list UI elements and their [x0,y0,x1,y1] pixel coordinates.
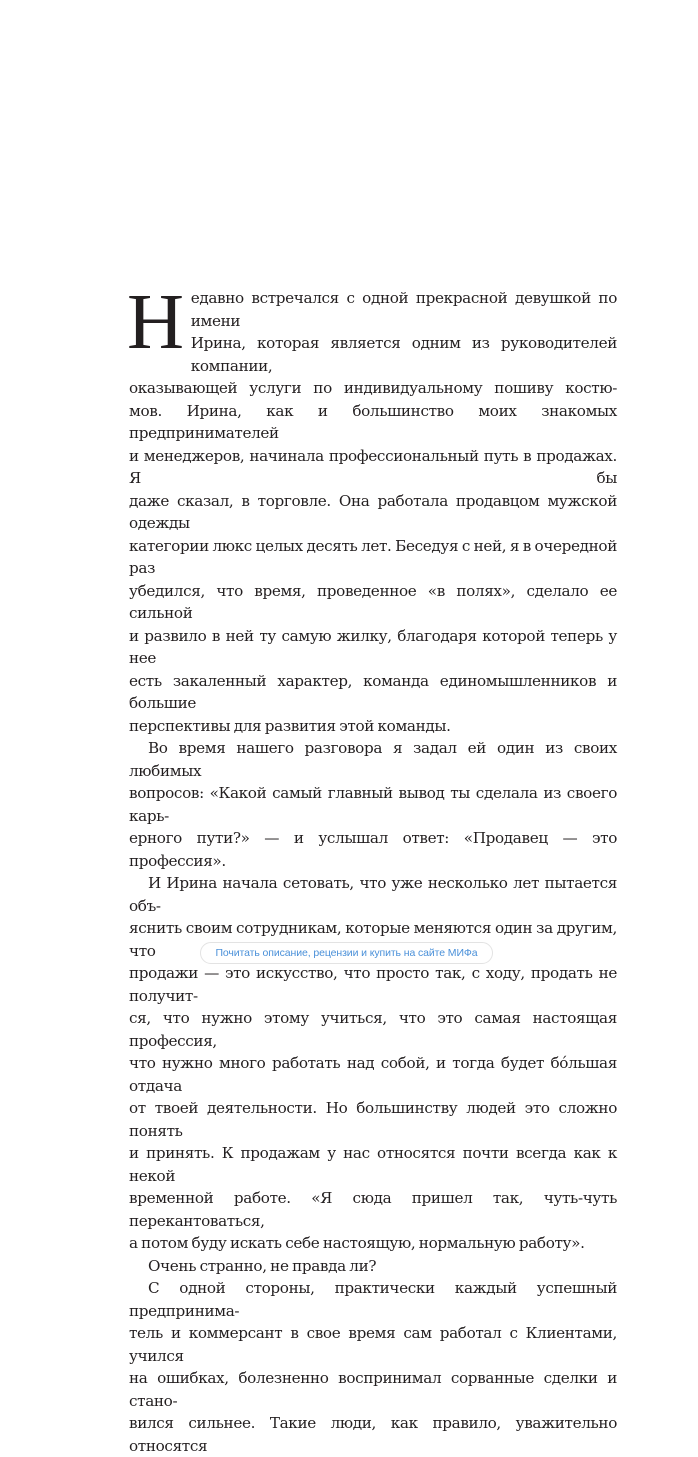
page-body [127,279,617,1457]
text-line: Ирина, которая является одним из руководителей компании, [190,334,617,375]
paragraph-1 [127,279,617,737]
text-line: И Ирина начала сетовать, что уже несколько лет пытается объ- [129,874,617,915]
paragraph-3 [129,872,617,1255]
text-line: категории люкс целых десять лет. Беседуя с ней, я в очередной раз [129,536,617,577]
text-line: от твоей деятельности. Но большинству людей это сложно понять [129,1099,617,1140]
text-line: тель и коммерсант в свое время сам работал с Клиентами, учился [129,1324,617,1365]
text-line: временной работе. «Я сюда пришел так, чуть-чуть перекантоваться, [129,1189,617,1230]
text-line: Во время нашего разговора я задал ей один из своих любимых [129,739,617,780]
text-line: и менеджеров, начинала профессиональный путь в продажах. Я бы [129,446,617,487]
paragraph-5 [129,1277,617,1457]
text-line: вопросов: «Какой самый главный вывод ты сделала из своего карь- [129,784,617,825]
text-line: ся, что нужно этому учиться, что это самая настоящая профессия, [129,1009,617,1050]
text-line: убедился, что время, проведенное «в полях», сделало ее сильной [129,581,617,622]
text-line: Очень странно, не правда ли? [148,1256,377,1275]
text-line: оказывающей услуги по индивидуальному пошиву костю- [129,379,617,397]
paragraph-4 [129,1255,617,1278]
text-line: перспективы для развития этой команды. [129,716,451,735]
buy-link[interactable]: Почитать описание, рецензии и купить на сайте МИФа [200,942,493,964]
text-line: яснить своим сотрудникам, которые меняются один за другим, что [129,919,617,960]
text-line: что нужно много работать над собой, и тогда будет бо́льшая отдача [129,1054,617,1095]
text-line: вился сильнее. Такие люди, как правило, уважительно относятся [129,1414,617,1455]
paragraph-2 [129,737,617,872]
text-line: на ошибках, болезненно воспринимал сорванные сделки и стано- [129,1369,617,1410]
text-line: едавно встречался с одной прекрасной девушкой по имени [190,289,617,330]
text-line: и развило в ней ту самую жилку, благодаря которой теперь у нее [129,626,617,667]
text-line: мов. Ирина, как и большинство моих знакомых предпринимателей [129,401,617,442]
text-line: и принять. К продажам у нас относятся почти всегда как к некой [129,1144,617,1185]
text-line: С одной стороны, практически каждый успешный предпринима- [129,1279,617,1320]
text-line: есть закаленный характер, команда единомышленников и большие [129,671,617,712]
text-line: ерного пути?» — и услышал ответ: «Продавец — это профессия». [129,829,617,870]
text-line: даже сказал, в торговле. Она работала продавцом мужской одежды [129,491,617,532]
drop-cap: Н [127,279,184,366]
text-line: продажи — это искусство, что просто так, с ходу, продать не получит- [129,964,617,1005]
text-line: а потом буду искать себе настоящую, нормальную работу». [129,1234,585,1252]
